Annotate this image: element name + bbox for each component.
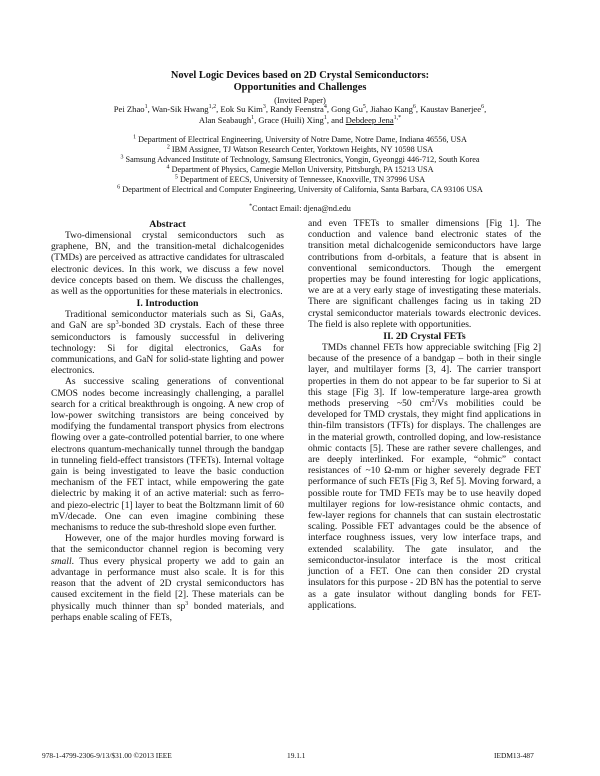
left-column (51, 219, 284, 624)
intro-paragraph-1: Traditional semiconductor materials such as Si, GaAs, and GaN are $sp^3$-bonded 3D crystals. Each of these three semiconductors is famously successful in delivering technology: Si for digital electronics, GaAs for communications, and GaN for solid-state lighting and power electronics. (51, 310, 284, 377)
affiliation: $^2$ IBM Assignee, TJ Watson Research Center, Yorktown Heights, NY 10598 USA (166, 144, 434, 154)
abstract-heading: Abstract (149, 219, 186, 230)
section2-heading: II. 2D Crystal FETs (383, 331, 466, 343)
affiliation: $^4$ Department of Physics, Carnegie Mellon University, Pittsburgh, PA 15213 USA (166, 164, 434, 174)
author: Wan-Sik Hwang$^{1,2}$, (151, 104, 221, 114)
footer-section-number: 19.1.1 (287, 751, 306, 760)
right-column (308, 219, 541, 612)
affiliation: $^1$ Department of Electrical Engineering, University of Notre Dame, Notre Dame, Indiana 46556, USA (133, 134, 467, 144)
affiliation: $^5$ Department of EECS, University of Tennessee, Knoxville, TN 37996 USA (174, 174, 426, 184)
author: Grace (Huili) Xing$^1$, and (258, 115, 346, 125)
title-line-1: Novel Logic Devices based on 2D Crystal Semiconductors: (170, 70, 430, 81)
author: Kaustav Banerjee$^6$, (420, 104, 487, 114)
title-line-2: Opportunities and Challenges (233, 82, 367, 93)
affiliation: $^6$ Department of Electrical and Computer Engineering, University of California, Santa Barbara, CA 93106 USA (117, 184, 483, 194)
author: Alan Seabaugh$^1$, (198, 115, 259, 125)
contact-email: *Contact Email: djena@nd.edu (249, 203, 351, 213)
intro-paragraph-continued: and even TFETs to smaller dimensions [Fig 1]. The conduction and valence band electronic states of the transition metal dichalcogenide semiconductors have large contributions from d-orbitals, a feature that is absent in conventional semiconductors. Though the emergent properties may be found interesting for logic applications, we are at a very early stage of investigating these materials. There are significant challenges facing us in taking 2D crystal semiconductor materials towards electronic devices. The field is also replete with opportunities. (308, 219, 541, 330)
author: Pei Zhao$^1$, (113, 104, 152, 114)
footer-page-id: IEDM13-487 (494, 751, 534, 760)
footer-isbn: 978-1-4799-2306-9/13/$31.00 ©2013 IEEE (42, 751, 172, 760)
section2-paragraph-1: TMDs channel FETs how appreciable switching [Fig 2] because of the presence of a bandgap – both in their single layer, and multilayer forms [3, 4]. The carrier transport properties in them do not appear to be far superior to Si at this stage [Fig 3]. If low-temperature large-area growth methods preserving ~50 $cm^2/Vs$ mobilities could be developed for TMD crystals, they might find applications in thin-film transistors (TFTs) for displays. The challenges are in the material growth, controlled doping, and low-resistance ohmic contacts [5]. These are rather severe challenges, and are deeply interlinked. For example, “ohmic” contact resistances of ~10 Ω-mm or higher severely degrade FET performance of such FETs [Fig 3, Ref 5]. Moving forward, a possible route for TMD FETs may be to use heavily doped multilayer regions for low-resistance ohmic contacts, and few-layer regions for channels that can sustain electrostatic scaling. Possible FET advantages could be the absence of interface roughness issues, very low interface traps, and extended scalability. The gate insulator, and the semiconductor-insulator interface is the most critical junction of a FET. One can then consider 2D crystal insulators for this purpose - 2D BN has the potential to serve as a gate insulator without dangling bonds for FET-applications. (308, 343, 541, 611)
author-corresponding: Debdeep Jena$^{1,*}$ (345, 115, 402, 125)
intro-paragraph-2: As successive scaling generations of conventional CMOS nodes become increasingly challenging, a parallel search for a critical breakthrough is ongoing. A new crop of low-power switching transistors are being conceived by modifying the fundamental transport physics from electrons flowing over a gate-controlled potential barrier, to one where electrons quantum-mechanically tunnel through the bandgap in tunneling field-effect transistors (TFETs). Internal voltage gain is being investigated to leave the basic conduction mechanism of the FET intact, while empowering the gate dielectric by making it of an active material: such as ferro- and piezo-electric [1] layer to beat the Boltzmann limit of 60 mV/decade. One can even imagine combining these mechanisms to reduce the sub-threshold slope even further. (51, 377, 284, 534)
affiliation-list (40, 135, 560, 195)
author: Eok Su Kim$^3$, (220, 104, 271, 114)
invited-label: (Invited Paper) (274, 95, 326, 105)
abstract-text: Two-dimensional crystal semiconductors such as graphene, BN, and the transition-metal dichalcogenides (TMDs) are perceived as attractive candidates for ultrascaled electronic devices. In this work, we discuss a few novel device concepts based on them. We discuss the challenges, as well as the opportunities for these materials in electronics. (51, 231, 284, 298)
author: Jiahao Kang$^6$, (370, 104, 421, 114)
author: Gong Gu$^5$, (331, 104, 371, 114)
paper-title (60, 70, 540, 94)
intro-paragraph-3: However, one of the major hurdles moving forward is that the semiconductor channel region is becoming very small. Thus every physical property we add to gain an advantage in performance must also scale. It is for this reason that the advent of 2D crystal semiconductors has caused excitement in the field [2]. These materials can be physically much thinner than $sp^3$ bonded materials, and perhaps enable scaling of FETs, (51, 534, 284, 623)
affiliation: $^3$ Samsung Advanced Institute of Technology, Samsung Electronics, Yongin, Gyeonggi 446-712, South Korea (120, 154, 480, 164)
author-list (50, 104, 550, 126)
intro-heading: I. Introduction (136, 298, 199, 310)
author: Randy Feenstra$^4$, (270, 104, 332, 114)
